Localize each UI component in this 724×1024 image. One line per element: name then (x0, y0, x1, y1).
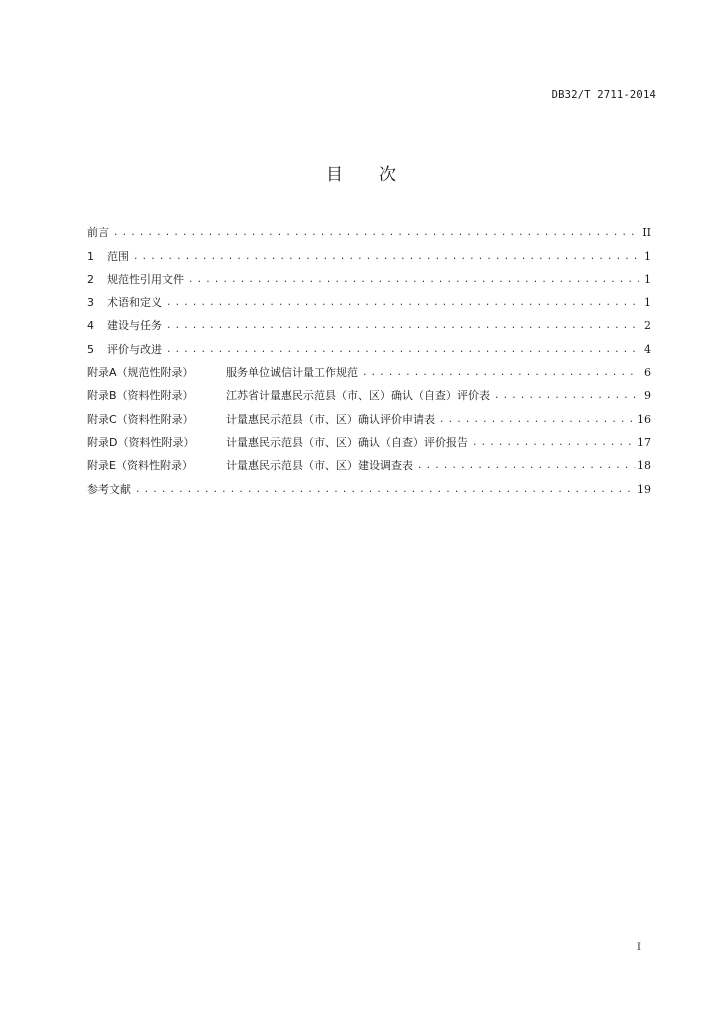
toc-entry-label: 评价与改进 (107, 342, 162, 356)
toc-entry-number: 3 (87, 296, 94, 310)
toc-entry-label: 建设与任务 (107, 319, 162, 333)
toc-entry-number: 4 (87, 319, 94, 333)
toc-entry-page: 1 (644, 249, 651, 263)
toc-entry-appendix-c[interactable] (87, 403, 651, 426)
toc-dot-leader (113, 226, 639, 240)
toc-dot-leader (417, 459, 635, 473)
toc-entry-page: 18 (637, 459, 651, 473)
toc-title-part1: 目 (326, 165, 345, 185)
toc-dot-leader (494, 389, 639, 403)
toc-title (0, 160, 724, 185)
toc-entry-page: 1 (644, 296, 651, 310)
table-of-contents (87, 217, 651, 497)
toc-entry-terms-definitions[interactable] (87, 287, 651, 310)
toc-entry-evaluation-improvement[interactable] (87, 333, 651, 356)
toc-entry-page: 6 (644, 366, 651, 380)
toc-entry-label: 前言 (87, 226, 109, 240)
toc-entry-label: 参考文献 (87, 482, 131, 496)
toc-entry-appendix-prefix: 附录C（资料性附录） (87, 412, 194, 426)
toc-entry-number: 5 (87, 342, 94, 356)
toc-entry-appendix-prefix: 附录B（资料性附录） (87, 389, 194, 403)
toc-title-part2: 次 (379, 165, 398, 185)
page-number: I (637, 942, 641, 953)
toc-entry-label: 范围 (107, 249, 129, 263)
standard-code: DB32/T 2711-2014 (551, 89, 656, 101)
toc-dot-leader (188, 273, 639, 287)
toc-entry-appendix-prefix: 附录E（资料性附录） (87, 459, 193, 473)
toc-entry-normative-references[interactable] (87, 264, 651, 287)
toc-entry-page: 2 (644, 319, 651, 333)
toc-entry-page: 16 (637, 412, 651, 426)
toc-entry-page: 9 (644, 389, 651, 403)
toc-entry-scope[interactable] (87, 240, 651, 263)
toc-entry-foreword[interactable] (87, 217, 651, 240)
toc-entry-appendix-a[interactable] (87, 357, 651, 380)
toc-entry-appendix-e[interactable] (87, 450, 651, 473)
toc-entry-label: 规范性引用文件 (107, 272, 184, 286)
toc-entry-page: 4 (644, 342, 651, 356)
toc-entry-number: 1 (87, 249, 94, 263)
toc-dot-leader (166, 343, 639, 357)
toc-entry-appendix-prefix: 附录D（资料性附录） (87, 435, 195, 449)
toc-entry-label: 计量惠民示范县（市、区）建设调查表 (226, 459, 413, 473)
toc-dot-leader (166, 296, 639, 310)
toc-entry-label: 计量惠民示范县（市、区）确认（自查）评价报告 (226, 435, 468, 449)
toc-entry-label: 服务单位诚信计量工作规范 (226, 366, 358, 380)
toc-entry-page: II (642, 226, 651, 240)
toc-entry-label: 计量惠民示范县（市、区）确认评价申请表 (226, 412, 435, 426)
toc-dot-leader (133, 250, 639, 264)
toc-entry-label: 术语和定义 (107, 296, 162, 310)
toc-entry-page: 19 (637, 482, 651, 496)
toc-dot-leader (472, 436, 635, 450)
toc-entry-appendix-b[interactable] (87, 380, 651, 403)
toc-entry-page: 1 (644, 272, 651, 286)
toc-entry-bibliography[interactable] (87, 473, 651, 496)
toc-dot-leader (439, 413, 635, 427)
toc-entry-appendix-d[interactable] (87, 427, 651, 450)
toc-entry-number: 2 (87, 272, 94, 286)
toc-dot-leader (135, 483, 635, 497)
toc-dot-leader (166, 319, 639, 333)
toc-entry-construction-tasks[interactable] (87, 310, 651, 333)
toc-entry-label: 江苏省计量惠民示范县（市、区）确认（自查）评价表 (226, 389, 490, 403)
toc-entry-appendix-prefix: 附录A（规范性附录） (87, 366, 194, 380)
toc-entry-page: 17 (637, 435, 651, 449)
toc-dot-leader (362, 366, 639, 380)
